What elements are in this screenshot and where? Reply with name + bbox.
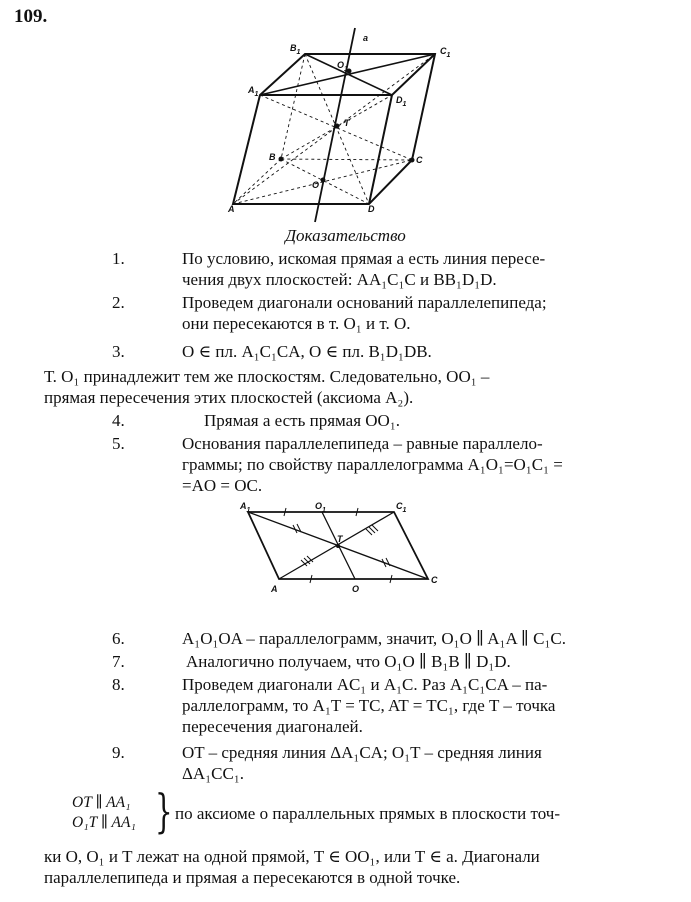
step-line: A₁O₁OA – параллелограмм, значит, O₁O ∥ A₁A ∥ C₁C. [182, 629, 567, 648]
step-line: ΔA₁CC₁. [182, 764, 244, 783]
step-line: чения двух плоскостей: AA₁C₁C и BB₁D₁D. [182, 270, 497, 289]
step-2 [112, 292, 634, 334]
brace-conclusion: по аксиоме о параллельных прямых в плоскости точ- [175, 804, 560, 823]
final-paragraph [44, 846, 637, 888]
step-number: 4. [112, 411, 125, 430]
step-number: 9. [112, 743, 125, 762]
label-O: O [352, 584, 360, 594]
step-line: Проведем диагонали AC₁ и A₁C. Раз A₁C₁CA – па- [182, 675, 548, 694]
label-O: O [312, 180, 320, 190]
label-T: T [337, 534, 343, 544]
label-A: A [271, 584, 278, 594]
parallelogram-figure [0, 495, 691, 615]
label-C1: $C_1$ [396, 501, 407, 514]
step-line: Основания параллелепипеда – равные параллело- [182, 434, 543, 453]
label-a: a [363, 33, 369, 43]
para-line: прямая пересечения этих плоскостей (аксиома A₂). [44, 388, 414, 407]
proof-caption: Доказательство [285, 226, 406, 245]
label-B1: $B_1$ [290, 43, 301, 56]
step-9 [112, 742, 634, 784]
step-line: Аналогично получаем, что O₁O ∥ B₁B ∥ D₁D. [186, 652, 511, 671]
label-O1: $O_1$ [315, 501, 326, 514]
problem-number: 109. [14, 6, 48, 27]
step-line: По условию, искомая прямая а есть линия пересе- [182, 249, 546, 268]
step-number: 8. [112, 675, 125, 694]
label-D1: $D_1$ [396, 95, 407, 108]
label-O1: $O_1$ [337, 60, 348, 73]
step-7 [112, 651, 634, 673]
step-line: раллелограмм, то A₁T = TC, AT = TC₁, где T – точка [182, 696, 556, 715]
step-line: Проведем диагонали оснований параллелепипеда; [182, 293, 547, 312]
label-T: T [344, 118, 350, 128]
step-line: граммы; по свойству параллелограмма A₁O₁=O₁C₁ = [182, 455, 563, 474]
label-D: D [368, 204, 375, 214]
label-B: B [269, 152, 276, 162]
label-A: A [228, 204, 235, 214]
step-8 [112, 674, 634, 738]
para-line: ки O, O₁ и T лежат на одной прямой, T ∈ OO₁, или T ∈ a. Диагонали [44, 847, 540, 866]
step-5 [112, 433, 634, 497]
step-6 [112, 628, 634, 650]
step-line: =AO = OC. [182, 476, 263, 495]
parallelepiped-figure [0, 0, 691, 230]
label-A1: $A_1$ [248, 85, 259, 98]
step-number: 7. [112, 652, 125, 671]
brace-line: O₁T ∥ AA₁ [72, 814, 136, 831]
step-number: 5. [112, 434, 125, 453]
step-number: 3. [112, 342, 125, 361]
right-brace-icon: } [155, 784, 173, 838]
label-A1: $A_1$ [240, 501, 251, 514]
step-number: 2. [112, 293, 125, 312]
brace-line: OT ∥ AA₁ [72, 794, 131, 811]
step-line: O ∈ пл. A₁C₁CA, O ∈ пл. B₁D₁DB. [182, 342, 432, 361]
paragraph-after-step-3 [44, 366, 637, 408]
brace-system [72, 793, 136, 833]
para-line: параллелепипеда и прямая a пересекаются в одной точке. [44, 868, 461, 887]
front-edges [260, 54, 435, 204]
para-line: Т. O₁ принадлежит тем же плоскостям. Следовательно, OO₁ – [44, 367, 490, 386]
step-3 [112, 341, 634, 363]
step-line: они пересекаются в т. O₁ и т. O. [182, 314, 411, 333]
label-C: C [431, 575, 438, 585]
step-line: пересечения диагоналей. [182, 717, 363, 736]
step-number: 6. [112, 629, 125, 648]
label-C: C [416, 155, 423, 165]
step-4 [112, 410, 634, 432]
step-line: Прямая а есть прямая OO₁. [204, 411, 400, 430]
step-line: OT – средняя линия ΔA₁CA; O₁T – средняя линия [182, 743, 542, 762]
step-number: 1. [112, 249, 125, 268]
step-1 [112, 248, 634, 290]
label-C1: $C_1$ [440, 46, 451, 59]
